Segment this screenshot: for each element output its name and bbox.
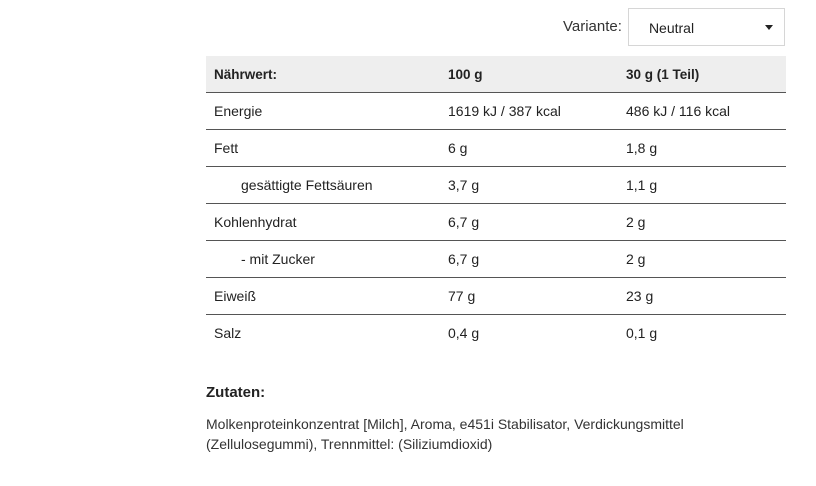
nutrient-name: Fett bbox=[206, 130, 440, 167]
value-per-portion: 23 g bbox=[618, 278, 786, 315]
nutrition-table bbox=[206, 56, 786, 351]
value-per-portion: 2 g bbox=[618, 204, 786, 241]
table-row bbox=[206, 93, 786, 130]
nutrient-name: Energie bbox=[206, 93, 440, 130]
value-per-100g: 77 g bbox=[440, 278, 618, 315]
value-per-100g: 3,7 g bbox=[440, 167, 618, 204]
nutrient-name: Salz bbox=[214, 325, 242, 341]
header-nutrient: Nährwert: bbox=[206, 56, 440, 93]
value-per-100g: 6,7 g bbox=[440, 204, 618, 241]
table-row bbox=[206, 315, 786, 352]
table-row bbox=[206, 130, 786, 167]
caret-down-icon bbox=[765, 25, 773, 30]
variant-selected-value: Neutral bbox=[648, 20, 695, 36]
nutrient-name: Eiweiß bbox=[206, 278, 440, 315]
ingredients-text: Molkenproteinkonzentrat [Milch], Aroma, e451i Stabilisator, Verdickungsmittel (Zellulosegummi), Trennmittel: (Siliziumdioxid) bbox=[206, 416, 684, 452]
nutrient-name: - mit Zucker bbox=[206, 241, 440, 278]
variant-selector-row bbox=[563, 7, 785, 47]
value-per-100g: 6,7 g bbox=[440, 241, 618, 278]
variant-label: Variante: bbox=[563, 18, 622, 35]
value-per-portion: 486 kJ / 116 kcal bbox=[618, 93, 786, 130]
header-per-100g: 100 g bbox=[440, 56, 618, 93]
value-per-100g: 6 g bbox=[440, 130, 618, 167]
table-row bbox=[206, 278, 786, 315]
table-header-row bbox=[206, 56, 786, 93]
table-row bbox=[206, 167, 786, 204]
header-per-portion: 30 g (1 Teil) bbox=[618, 56, 786, 93]
table-row bbox=[206, 204, 786, 241]
value-per-100g: 0,4 g bbox=[448, 325, 480, 341]
value-per-portion: 1,1 g bbox=[618, 167, 786, 204]
ingredients-title: Zutaten: bbox=[206, 384, 266, 401]
variant-dropdown[interactable] bbox=[628, 8, 785, 46]
value-per-portion: 2 g bbox=[618, 241, 786, 278]
nutrient-name: gesättigte Fettsäuren bbox=[206, 167, 440, 204]
nutrient-name: Kohlenhydrat bbox=[206, 204, 440, 241]
value-per-portion: 1,8 g bbox=[618, 130, 786, 167]
value-per-100g: 1619 kJ / 387 kcal bbox=[440, 93, 618, 130]
table-row bbox=[206, 241, 786, 278]
value-per-portion: 0,1 g bbox=[626, 325, 658, 341]
